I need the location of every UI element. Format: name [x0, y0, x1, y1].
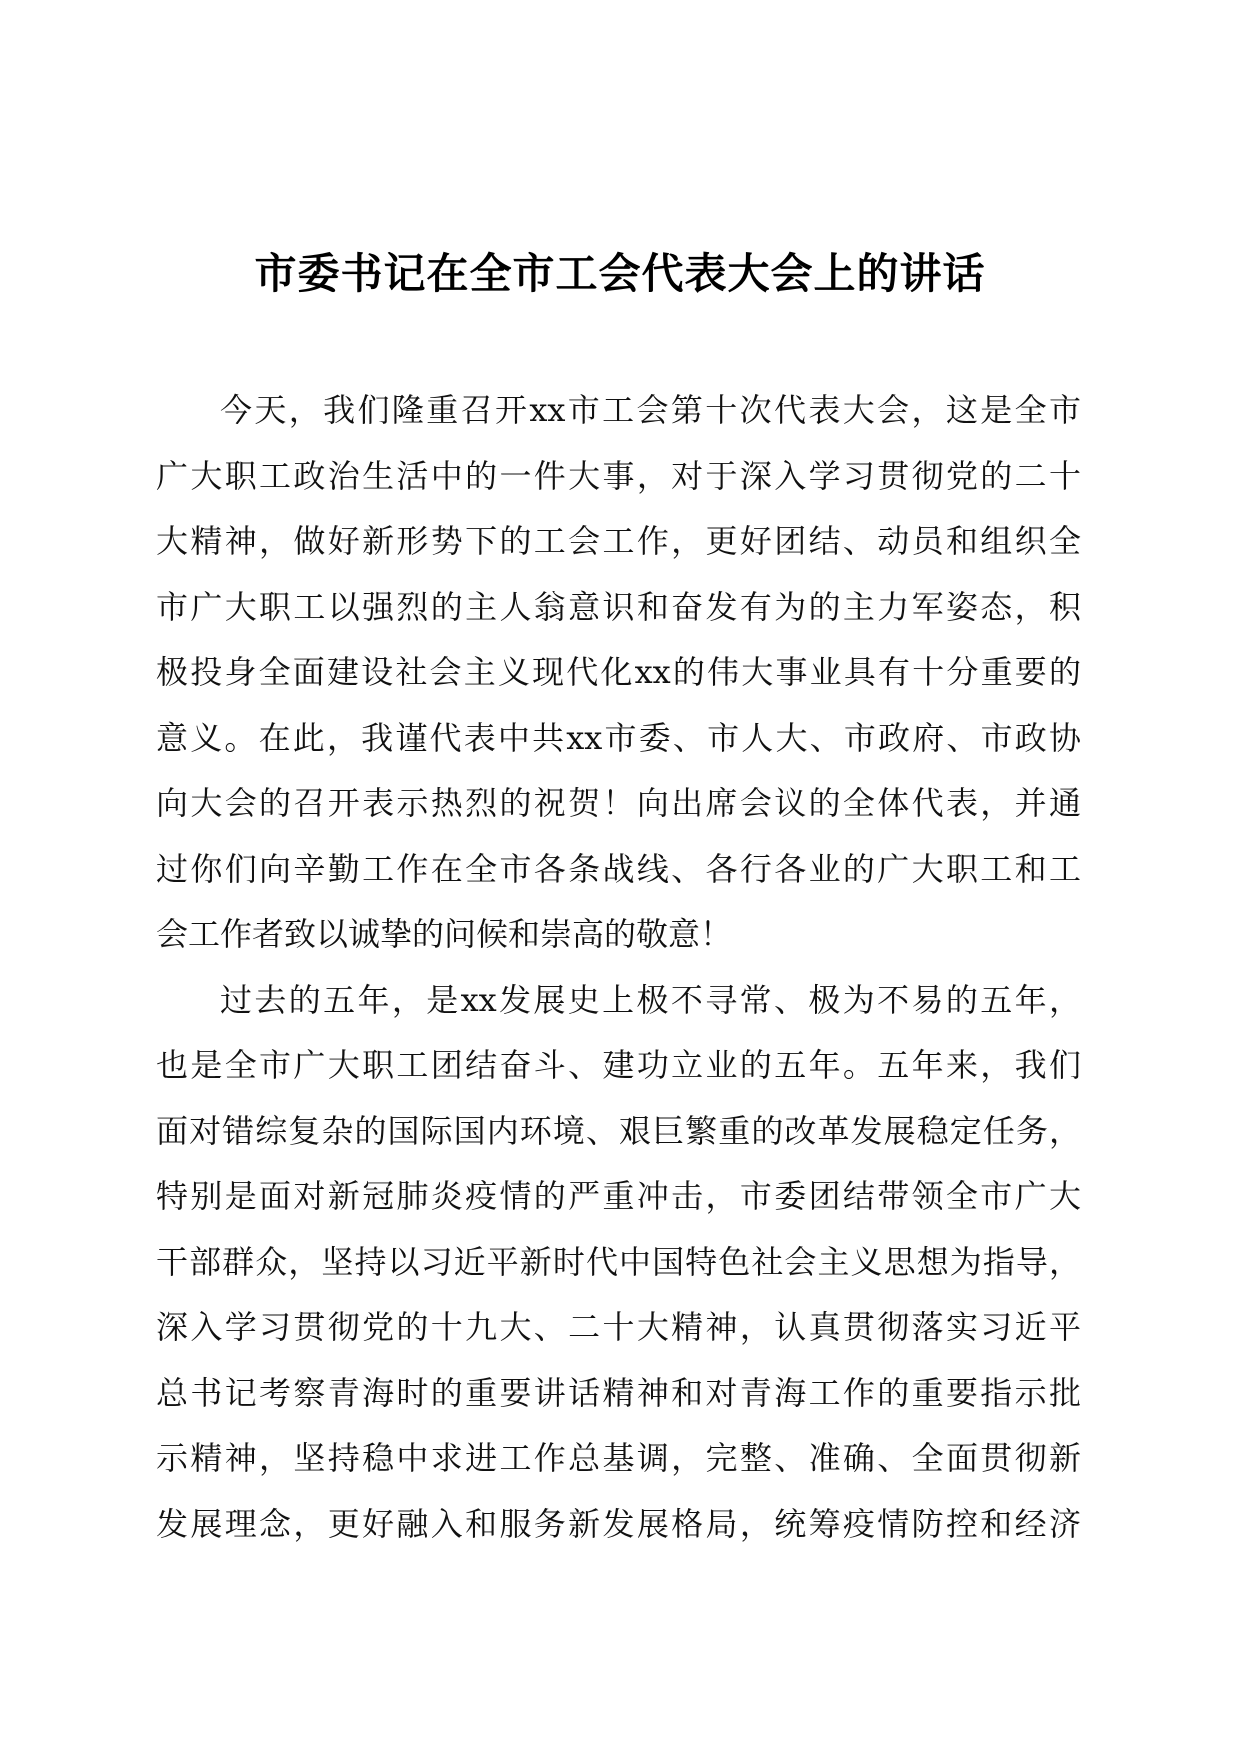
paragraph-line: 发展理念，更好融入和服务新发展格局，统筹疫情防控和经济 — [156, 1504, 1081, 1543]
paragraph-line: 过你们向辛勤工作在全市各条战线、各行各业的广大职工和工 — [156, 849, 1081, 888]
paragraph-line: 极投身全面建设社会主义现代化xx的伟大事业具有十分重要的 — [156, 653, 1081, 691]
paragraph-line: 大精神，做好新形势下的工会工作，更好团结、动员和组织全 — [156, 522, 1081, 560]
paragraph-line: 市广大职工以强烈的主人翁意识和奋发有为的主力军姿态，积 — [156, 587, 1081, 626]
paragraph-line: 向大会的召开表示热烈的祝贺！向出席会议的全体代表，并通 — [156, 784, 1081, 822]
paragraph-line: 示精神，坚持稳中求进工作总基调，完整、准确、全面贯彻新 — [156, 1439, 1081, 1477]
paragraph-line: 今天，我们隆重召开xx市工会第十次代表大会，这是全市 — [220, 391, 1081, 429]
paragraph-line: 也是全市广大职工团结奋斗、建功立业的五年。五年来，我们 — [156, 1046, 1081, 1084]
paragraph-line: 过去的五年，是xx发展史上极不寻常、极为不易的五年， — [220, 980, 1081, 1019]
paragraph-line: 广大职工政治生活中的一件大事，对于深入学习贯彻党的二十 — [156, 456, 1081, 495]
document-body — [156, 378, 1081, 1557]
paragraph-line: 干部群众，坚持以习近平新时代中国特色社会主义思想为指导， — [156, 1242, 1081, 1281]
document-title: 市委书记在全市工会代表大会上的讲话 — [254, 249, 986, 298]
paragraph-line: 意义。在此，我谨代表中共xx市委、市人大、市政府、市政协 — [156, 718, 1081, 757]
paragraph-line: 深入学习贯彻党的十九大、二十大精神，认真贯彻落实习近平 — [156, 1308, 1081, 1346]
paragraph-line: 总书记考察青海时的重要讲话精神和对青海工作的重要指示批 — [156, 1373, 1081, 1412]
paragraph-line: 面对错综复杂的国际国内环境、艰巨繁重的改革发展稳定任务， — [156, 1111, 1081, 1150]
paragraph-line: 特别是面对新冠肺炎疫情的严重冲击，市委团结带领全市广大 — [156, 1177, 1081, 1215]
paragraph-line: 会工作者致以诚挚的问候和崇高的敬意！ — [156, 915, 733, 953]
